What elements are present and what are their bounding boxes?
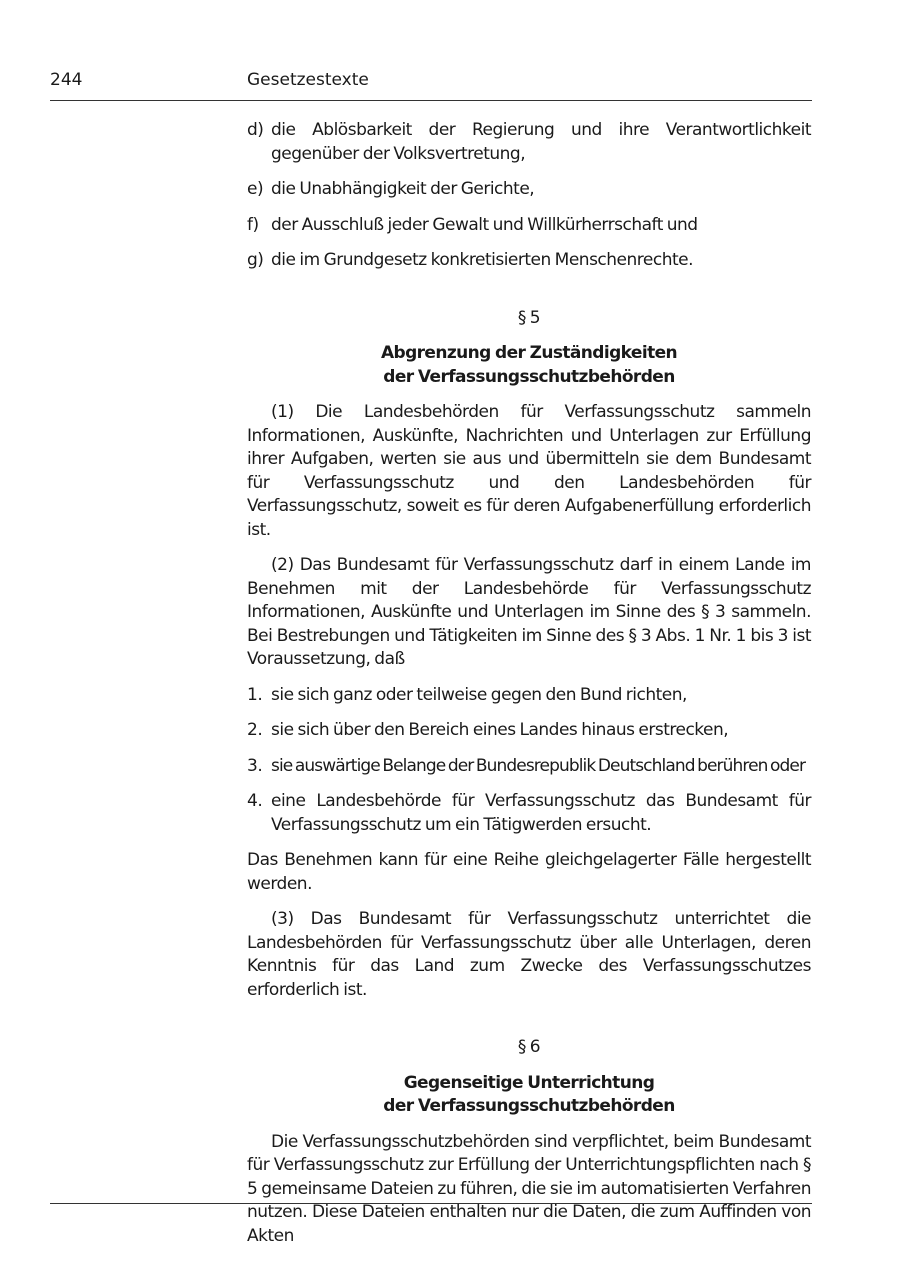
list-item <box>247 755 811 779</box>
list-item <box>247 119 811 166</box>
list-item <box>247 249 811 273</box>
list-label: e) <box>247 179 264 199</box>
list-item <box>247 790 811 837</box>
header-rule <box>50 100 812 101</box>
list-text: die Unabhängigkeit der Gerichte, <box>271 179 535 199</box>
section-title-line: der Verfassungsschutzbehörden <box>383 1096 675 1116</box>
list-label: 1. <box>247 684 263 705</box>
list-item <box>247 719 811 743</box>
page-number: 244 <box>50 70 83 90</box>
list-text: sie sich über den Bereich eines Landes hinaus erstrecken, <box>271 720 729 740</box>
footer-rule <box>50 1203 812 1204</box>
list-label: 2. <box>247 720 263 740</box>
list-text: sie sich ganz oder teilweise gegen den Bund richten, <box>271 684 687 705</box>
paragraph: (1) Die Landesbehörden für Verfassungsschutz sammeln Informationen, Auskünfte, Nachrichten und Unterlagen zur Erfüllung ihrer Aufgaben, werten sie aus und übermitteln sie dem Bundesamt für Verfassungsschutz und den Landesbehörden für Verfassungsschutz, soweit es für deren Aufgabenerfüllung erforderlich ist. <box>247 402 811 540</box>
list-item <box>247 214 811 238</box>
paragraph: Das Benehmen kann für eine Reihe gleichgelagerter Fälle hergestellt werden. <box>247 850 811 894</box>
list-label: d) <box>247 120 264 140</box>
list-label: g) <box>247 250 264 270</box>
list-text: eine Landesbehörde für Verfassungsschutz das Bundesamt für Verfassungsschutz um ein Tätigwerden ersucht. <box>271 791 811 835</box>
section-title-line: der Verfassungsschutzbehörden <box>383 366 675 387</box>
section-title <box>247 1072 811 1119</box>
paragraph: (3) Das Bundesamt für Verfassungsschutz unterrichtet die Landesbehörden für Verfassungsschutz über alle Unterlagen, deren Kenntnis für das Land zum Zwecke des Verfassungsschutzes erforderlich ist. <box>247 909 811 1000</box>
list-item <box>247 684 811 708</box>
list-text: sie auswärtige Belange der Bundesrepublik Deutschland berühren oder <box>271 755 806 776</box>
running-head: Gesetzestexte <box>247 70 369 90</box>
section-number: § 5 <box>517 307 541 328</box>
page-body <box>247 119 811 1260</box>
list-item <box>247 178 811 202</box>
list-text: die Ablösbarkeit der Regierung und ihre Verantwortlichkeit gegenüber der Volksvertretung, <box>271 120 811 164</box>
list-label: f) <box>247 214 259 235</box>
paragraph: (2) Das Bundesamt für Verfassungsschutz darf in einem Lande im Benehmen mit der Landesbehörde für Verfassungsschutz Informationen, Auskünfte und Unterlagen im Sinne des § 3 sammeln. Bei Bestrebungen und Tätigkeiten im Sinne des § 3 Abs. 1 Nr. 1 bis 3 ist Voraussetzung, daß <box>247 555 811 669</box>
list-label: 3. <box>247 755 263 776</box>
list-text: der Ausschluß jeder Gewalt und Willkürherrschaft und <box>271 214 698 235</box>
section-number: § 6 <box>517 1037 541 1057</box>
section-title-line: Gegenseitige Unterrichtung <box>403 1072 655 1093</box>
list-text: die im Grundgesetz konkretisierten Menschenrechte. <box>271 250 694 270</box>
section-title <box>247 342 811 389</box>
list-label: 4. <box>247 791 263 811</box>
section-title-line: Abgrenzung der Zuständigkeiten <box>380 343 678 363</box>
paragraph: Die Verfassungsschutzbehörden sind verpflichtet, beim Bundesamt für Verfassungsschutz zur Erfüllung der Unterrichtungspflichten nach § 5 gemeinsame Dateien zu führen, die sie im automatisierten Verfahren nutzen. Diese Dateien enthalten nur die Daten, die zum Auffinden von Akten <box>247 1131 811 1246</box>
